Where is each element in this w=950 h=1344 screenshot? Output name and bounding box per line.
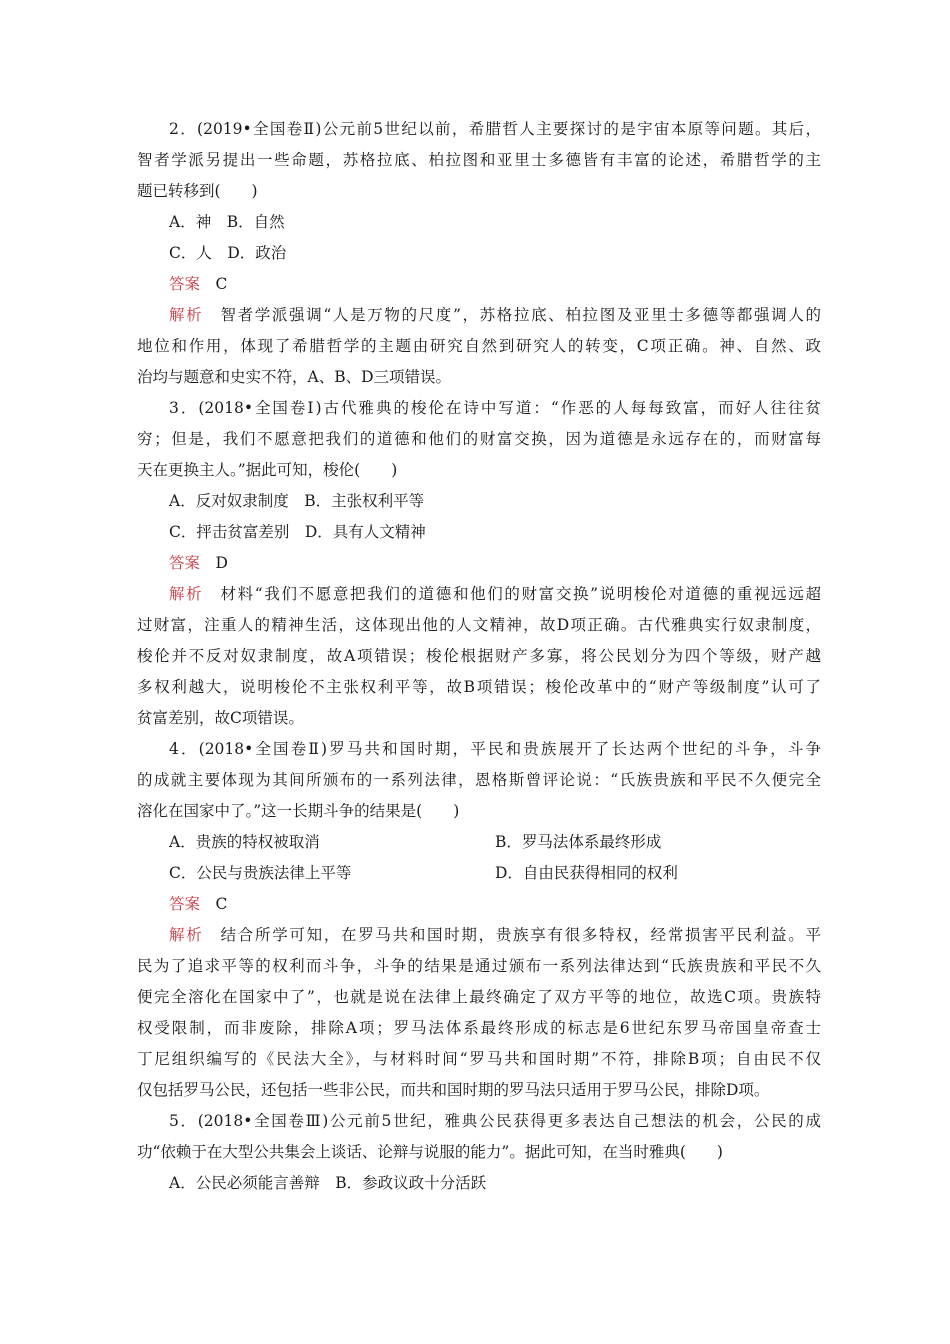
analysis-line: 民为了追求平等的权利而斗争，斗争的结果是通过颁布一系列法律达到“氏族贵族和平民不久: [137, 957, 821, 975]
analysis-label: 解析: [169, 306, 204, 324]
option-line: C．抨击贫富差别 D．具有人文精神: [169, 523, 426, 541]
option-a: A．贵族的特权被取消: [169, 833, 320, 851]
analysis-text: 智者学派强调“人是万物的尺度”，苏格拉底、柏拉图及亚里士多德等都强调人的: [220, 306, 821, 324]
option-d: D．自由民获得相同的权利: [495, 864, 678, 882]
analysis-line: 过财富，注重人的精神生活，这体现出他的人文精神，故D项正确。古代雅典实行奴隶制度，: [137, 616, 821, 634]
question-stem-line: 4．(2018•全国卷Ⅱ)罗马共和国时期，平民和贵族展开了长达两个世纪的斗争，斗争: [169, 740, 821, 758]
analysis-line: 地位和作用，体现了希腊哲学的主题由研究自然到研究人的转变，C项正确。神、自然、政: [137, 337, 821, 355]
analysis-line: 权受限制，而非废除，排除A项；罗马法体系最终形成的标志是6世纪东罗马帝国皇帝查士: [137, 1019, 821, 1037]
analysis-line: 梭伦并不反对奴隶制度，故A项错误；梭伦根据财产多寡，将公民划分为四个等级，财产越: [137, 647, 821, 665]
question-stem-line: 2．(2019•全国卷Ⅱ)公元前5世纪以前，希腊哲人主要探讨的是宇宙本原等问题。其后，: [169, 120, 821, 138]
question-2: [137, 114, 821, 393]
analysis-line: 多权利越大，说明梭伦不主张权利平等，故B项错误；梭伦改革中的“财产等级制度”认可了: [137, 678, 821, 696]
option-line: A．神 B．自然: [169, 213, 285, 231]
option-line: A．反对奴隶制度 B．主张权利平等: [169, 492, 425, 510]
analysis-line: 仅包括罗马公民，还包括一些非公民，而共和国时期的罗马法只适用于罗马公民，排除D项。: [137, 1081, 770, 1099]
question-stem-line: 的成就主要体现为其间所颁布的一系列法律，恩格斯曾评论说：“氏族贵族和平民不久便完全: [137, 771, 821, 789]
answer-value: D: [215, 554, 228, 572]
answer-row: [137, 889, 821, 920]
analysis-line: 便完全溶化在国家中了”，也就是说在法律上最终确定了双方平等的地位，故选C项。贵族特: [137, 988, 821, 1006]
analysis-label: 解析: [169, 585, 204, 603]
question-3: [137, 393, 821, 734]
question-stem-line: 功“依赖于在大型公共集会上谈话、论辩与说服的能力”。据此可知，在当时雅典( ): [137, 1143, 723, 1161]
answer-label: 答案: [169, 275, 201, 293]
option-line: A．公民必须能言善辩 B．参政议政十分活跃: [169, 1174, 487, 1192]
answer-row: [137, 548, 821, 579]
analysis-line: [137, 579, 821, 610]
answer-row: [137, 269, 821, 300]
option-line: C．人 D．政治: [169, 244, 287, 262]
option-row: [137, 827, 821, 858]
question-5: [137, 1106, 821, 1199]
answer-value: C: [215, 275, 228, 293]
question-stem-line: 3．(2018•全国卷Ⅰ)古代雅典的梭伦在诗中写道：“作恶的人每每致富，而好人往往贫: [169, 399, 821, 417]
document-content: [137, 114, 821, 1199]
question-stem-line: 题已转移到( ): [137, 182, 258, 200]
question-stem-line: 溶化在国家中了。”这一长期斗争的结果是( ): [137, 802, 460, 820]
analysis-text: 结合所学可知，在罗马共和国时期，贵族享有很多特权，经常损害平民利益。平: [220, 926, 821, 944]
analysis-line: 丁尼组织编写的《民法大全》，与材料时间“罗马共和国时期”不符，排除B项；自由民不仅: [137, 1050, 821, 1068]
answer-label: 答案: [169, 554, 201, 572]
option-c: C．公民与贵族法律上平等: [169, 864, 352, 882]
option-b: B．罗马法体系最终形成: [495, 833, 662, 851]
answer-label: 答案: [169, 895, 201, 913]
analysis-label: 解析: [169, 926, 204, 944]
answer-value: C: [215, 895, 228, 913]
analysis-line: 治均与题意和史实不符，A、B、D三项错误。: [137, 368, 452, 386]
question-stem-line: 智者学派另提出一些命题，苏格拉底、柏拉图和亚里士多德皆有丰富的论述，希腊哲学的主: [137, 151, 821, 169]
option-row: [137, 858, 821, 889]
analysis-line: [137, 920, 821, 951]
question-stem-line: 天在更换主人。”据此可知，梭伦( ): [137, 461, 398, 479]
analysis-line: 贫富差别，故C项错误。: [137, 709, 304, 727]
analysis-text: 材料“我们不愿意把我们的道德和他们的财富交换”说明梭伦对道德的重视远远超: [220, 585, 821, 603]
question-stem-line: 穷；但是，我们不愿意把我们的道德和他们的财富交换，因为道德是永远存在的，而财富每: [137, 430, 821, 448]
analysis-line: [137, 300, 821, 331]
question-stem-line: 5．(2018•全国卷Ⅲ)公元前5世纪，雅典公民获得更多表达自己想法的机会，公民的成: [169, 1112, 821, 1130]
question-4: [137, 734, 821, 1106]
